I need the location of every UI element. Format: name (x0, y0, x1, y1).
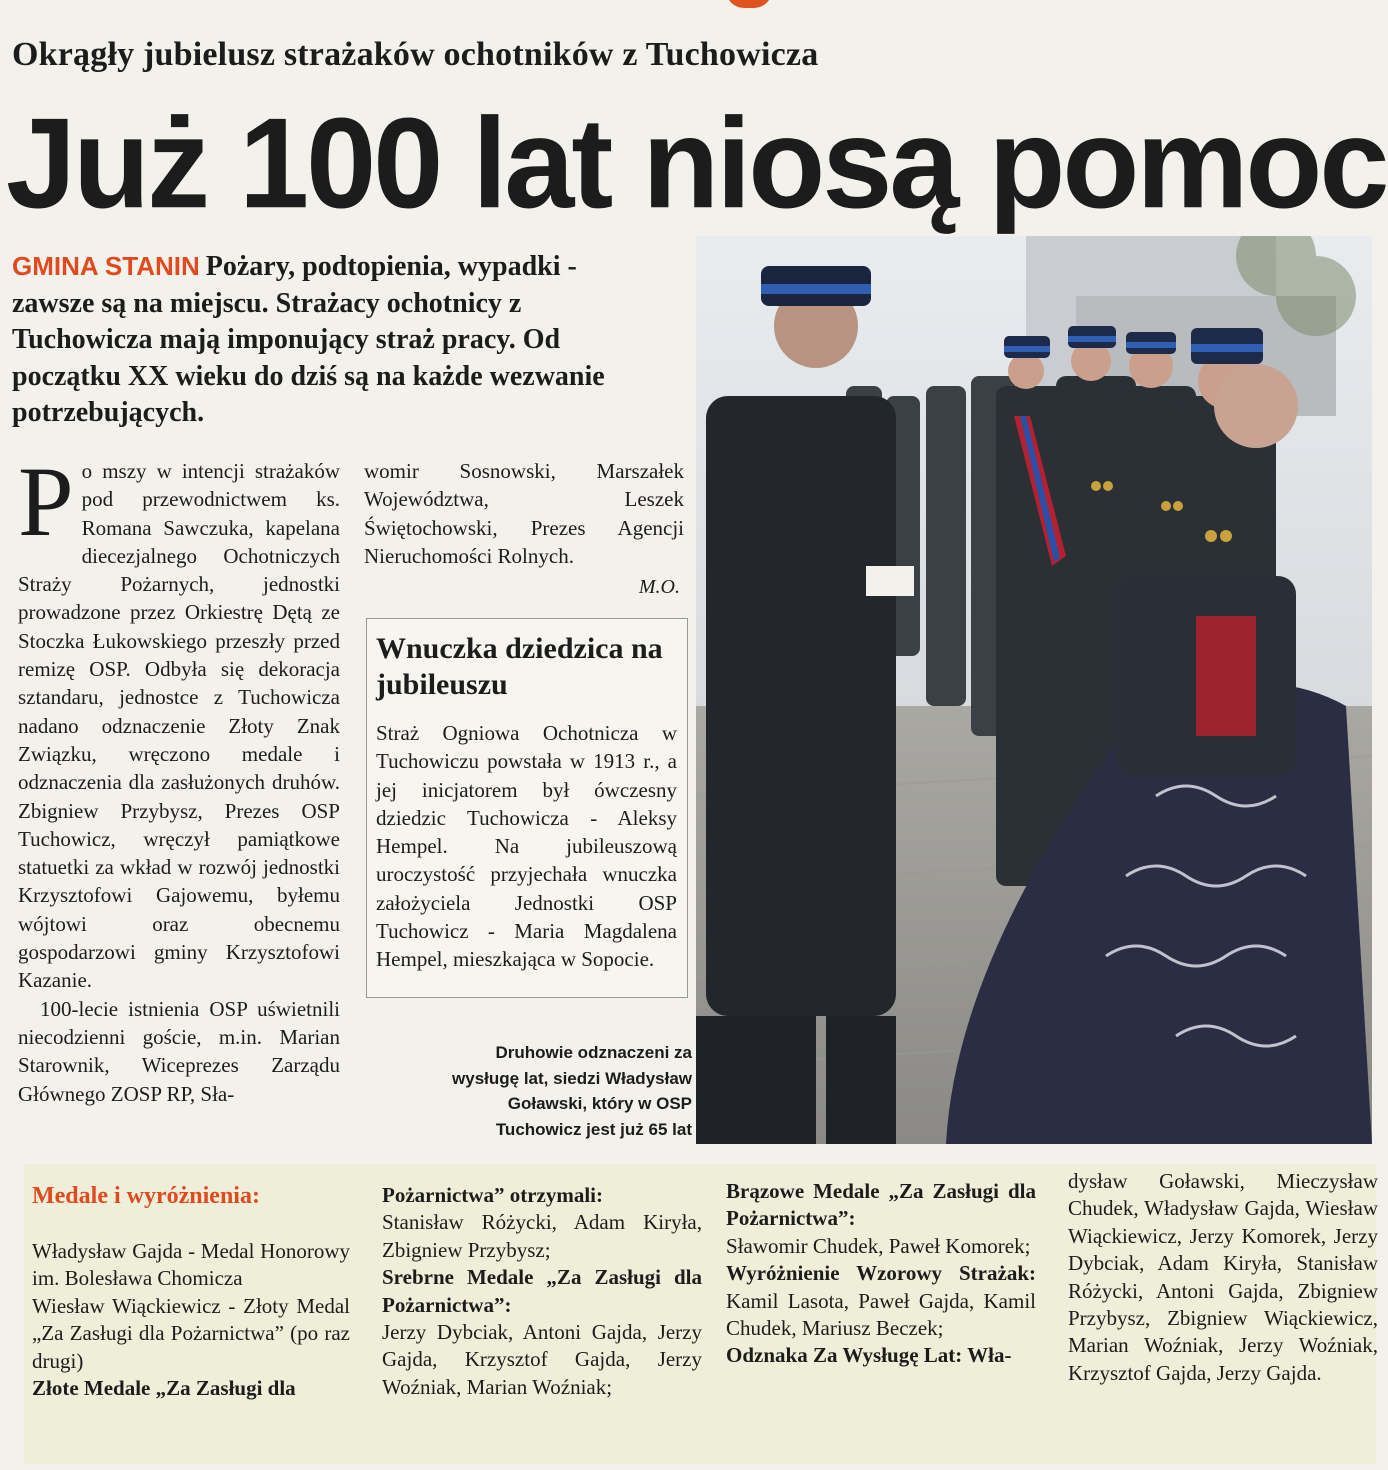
article-headline: Już 100 lat niosą pomoc (6, 90, 1387, 235)
medals-column-4 (1068, 1168, 1378, 1387)
medal-entry: Wiesław Wiąckiewicz - Złoty Medal „Za Zasługi dla Pożarnictwa” (po raz drugi) (32, 1293, 350, 1373)
article-paragraph-2: 100-lecie istnienia OSP uświetnili niecodzienni goście, m.in. Marian Starownik, Wiceprezes Zarządu Głównego ZOSP RP, Sła- (18, 996, 340, 1106)
article-column-2 (364, 457, 684, 570)
sidebar-box (366, 618, 688, 998)
medals-section (24, 1164, 1376, 1464)
sidebar-box-text: Straż Ogniowa Ochotnicza w Tuchowiczu powstała w 1913 r., a jej inicjatorem był ówczesny dziedzic Tuchowicza - Aleksy Hempel. Na jubileuszową uroczystość przyjechała wnuczka założyciela Jednostki OSP Tuchowicz - Maria Magdalena Hempel, mieszkająca w Sopocie. (376, 721, 677, 972)
article-subtitle: Okrągły jubielusz strażaków ochotników z Tuchowicza (12, 36, 819, 73)
photo-caption: Druhowie odznaczeni za wysługę lat, siedzi Władysław Goławski, który w OSP Tuchowicz jest już 65 lat (452, 1043, 692, 1139)
article-column-1 (18, 446, 340, 1108)
medal-entry: Jerzy Dybciak, Antoni Gajda, Jerzy Gajda, Krzysztof Gajda, Jerzy Woźniak, Marian Woźniak; (382, 1320, 702, 1399)
firefighters-photo (696, 236, 1372, 1144)
article-paragraph-2-continued: womir Sosnowski, Marszałek Województwa, Leszek Świętochowski, Prezes Agencji Nieruchomości Rolnych. (364, 459, 684, 568)
medal-entry: Władysław Gajda - Medal Honorowy im. Bolesława Chomicza (32, 1239, 350, 1291)
medal-entry: Stanisław Różycki, Adam Kiryła, Zbigniew Przybysz; (382, 1210, 702, 1262)
drop-cap: P (18, 446, 74, 557)
sidebar-box-title: Wnuczka dziedzica na jubileuszu (376, 632, 663, 701)
medal-category: Srebrne Medale „Za Zasługi dla Pożarnictwa”: (382, 1265, 702, 1317)
medal-category: Odznaka Za Wysługę Lat: Wła- (726, 1343, 1012, 1368)
medals-column-1 (32, 1182, 350, 1402)
medals-column-3 (726, 1178, 1036, 1370)
location-tag: GMINA STANIN (12, 251, 200, 281)
lead-paragraph (12, 248, 622, 432)
medal-entry: dysław Goławski, Mieczysław Chudek, Władysław Gajda, Wiesław Wiąckiewicz, Jerzy Komorek, Jerzy Dybciak, Adam Kiryła, Stanisław Różycki, Antoni Gajda, Zbigniew Przybysz, Zbigniew Wiąckiewicz, Marian Woźniak, Jerzy Woźniak, Krzysztof Gajda, Jerzy Gajda. (1068, 1169, 1378, 1385)
masthead-logo-fragment (726, 0, 772, 8)
medals-column-2 (382, 1182, 702, 1401)
medals-heading: Medale i wyróżnienia: (32, 1183, 260, 1209)
medal-category: Złote Medale „Za Zasługi dla (32, 1376, 296, 1401)
medal-entry: Kamil Lasota, Paweł Gajda, Kamil Chudek, Mariusz Beczek; (726, 1288, 1036, 1341)
medal-category: Pożarnictwa” otrzymali: (382, 1183, 604, 1207)
lead-text: Pożary, podtopienia, wypadki - zawsze są na miejscu. Strażacy ochotnicy z Tuchowicza mają imponujący straż pracy. Od początku XX wieku do dziś są na każde wezwanie potrzebujących. (12, 251, 605, 428)
author-signature: M.O. (638, 576, 680, 598)
medal-category: Wyróżnienie Wzorowy Strażak: (726, 1261, 1036, 1286)
medal-category: Brązowe Medale „Za Zasługi dla Pożarnictwa”: (726, 1179, 1036, 1231)
medal-entry: Sławomir Chudek, Paweł Komorek; (726, 1233, 1031, 1258)
article-paragraph-1: o mszy w intencji strażaków pod przewodnictwem ks. Romana Sawczuka, kapelana diecezjalnego Ochotniczych Straży Pożarnych, jednostki prowadzone przez Orkiestrę Dętą ze Stoczka Łukowskiego przeszły przed remizę OSP. Odbyła się dekoracja sztandaru, jednostce z Tuchowicza nadano odznaczenie Złoty Znak Związku, wręczono medale i odznaczenia dla zasłużonych druhów. Zbigniew Przybysz, Prezes OSP Tuchowicz, wręczył pamiątkowe statuetki za wkład w rozwój jednostki Krzysztofowi Gajowemu, byłemu wójtowi oraz obecnemu gospodarzowi gminy Krzysztofowi Kazanie. (18, 459, 340, 993)
